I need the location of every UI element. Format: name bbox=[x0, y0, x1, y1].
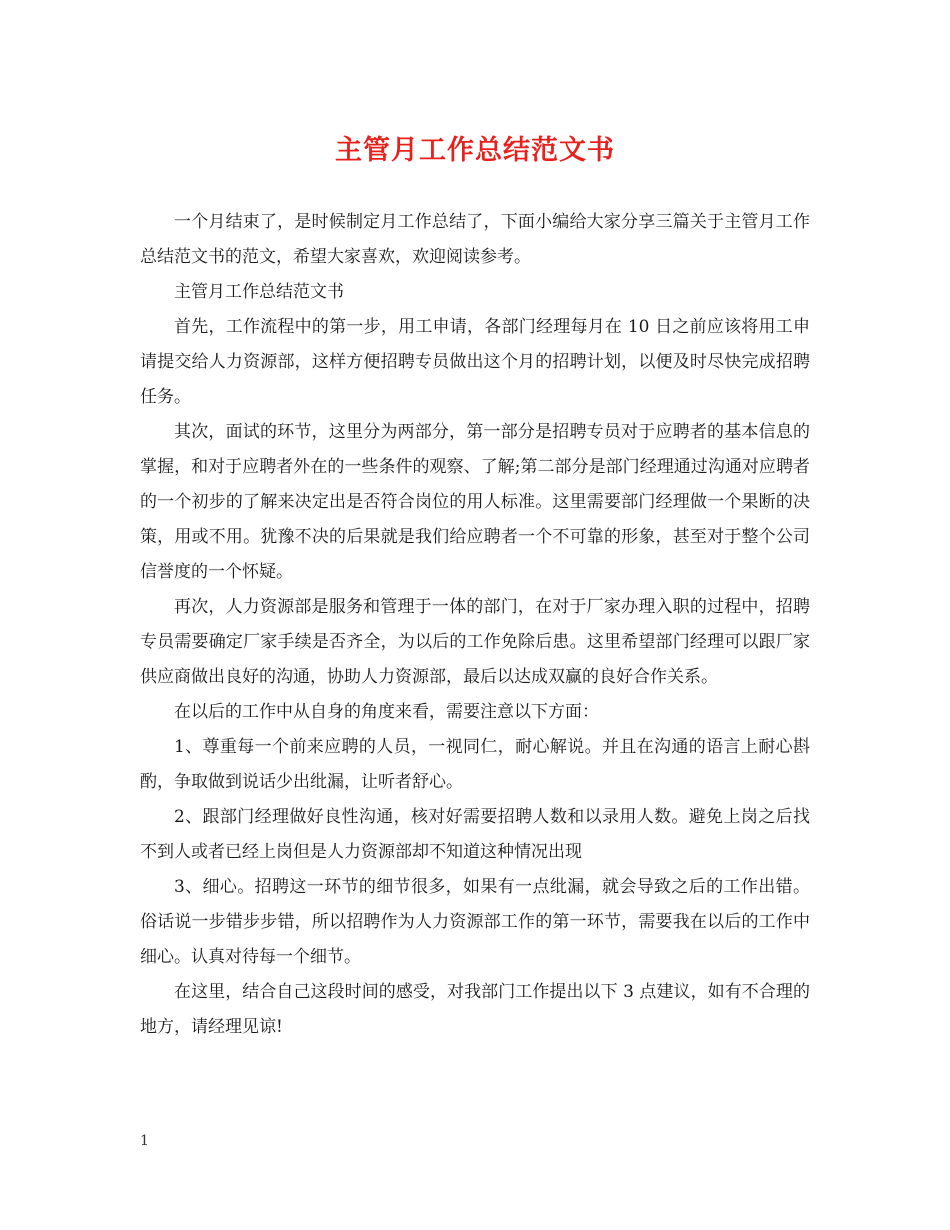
paragraph-point-1: 1、尊重每一个前来应聘的人员，一视同仁，耐心解说。并且在沟通的语言上耐心斟酌，争取做到说话少出纰漏，让听者舒心。 bbox=[140, 737, 810, 792]
paragraph-first-step: 首先，工作流程中的第一步，用工申请，各部门经理每月在 10 日之前应该将用工申请提交给人力资源部，这样方便招聘专员做出这个月的招聘计划，以便及时尽快完成招聘任务。 bbox=[140, 317, 810, 407]
paragraph-point-3: 3、细心。招聘这一环节的细节很多，如果有一点纰漏，就会导致之后的工作出错。俗话说一步错步步错，所以招聘作为人力资源部工作的第一环节，需要我在以后的工作中细心。认真对待每一个细节。 bbox=[140, 877, 810, 967]
paragraph-onboarding: 再次，人力资源部是服务和管理于一体的部门，在对于厂家办理入职的过程中，招聘专员需要确定厂家手续是否齐全，为以后的工作免除后患。这里希望部门经理可以跟厂家供应商做出良好的沟通，协助人力资源部，最后以达成双赢的良好合作关系。 bbox=[140, 597, 810, 687]
document-body bbox=[140, 205, 810, 1045]
paragraph-intro: 一个月结束了，是时候制定月工作总结了，下面小编给大家分享三篇关于主管月工作总结范文书的范文，希望大家喜欢，欢迎阅读参考。 bbox=[140, 212, 810, 267]
paragraph-suggestions: 在这里，结合自己这段时间的感受，对我部门工作提出以下 3 点建议，如有不合理的地方，请经理见谅! bbox=[140, 982, 810, 1037]
page-number: 1 bbox=[140, 1133, 149, 1149]
paragraph-subtitle: 主管月工作总结范文书 bbox=[174, 282, 344, 302]
document-title: 主管月工作总结范文书 bbox=[335, 135, 615, 166]
paragraph-interview: 其次，面试的环节，这里分为两部分，第一部分是招聘专员对于应聘者的基本信息的掌握，和对于应聘者外在的一些条件的观察、了解;第二部分是部门经理通过沟通对应聘者的一个初步的了解来决定出是否符合岗位的用人标准。这里需要部门经理做一个果断的决策，用或不用。犹豫不决的后果就是我们给应聘者一个不可靠的形象，甚至对于整个公司信誉度的一个怀疑。 bbox=[140, 422, 810, 582]
paragraph-point-2: 2、跟部门经理做好良性沟通，核对好需要招聘人数和以录用人数。避免上岗之后找不到人或者已经上岗但是人力资源部却不知道这种情况出现 bbox=[140, 807, 810, 862]
paragraph-attention-heading: 在以后的工作中从自身的角度来看，需要注意以下方面： bbox=[174, 702, 599, 722]
